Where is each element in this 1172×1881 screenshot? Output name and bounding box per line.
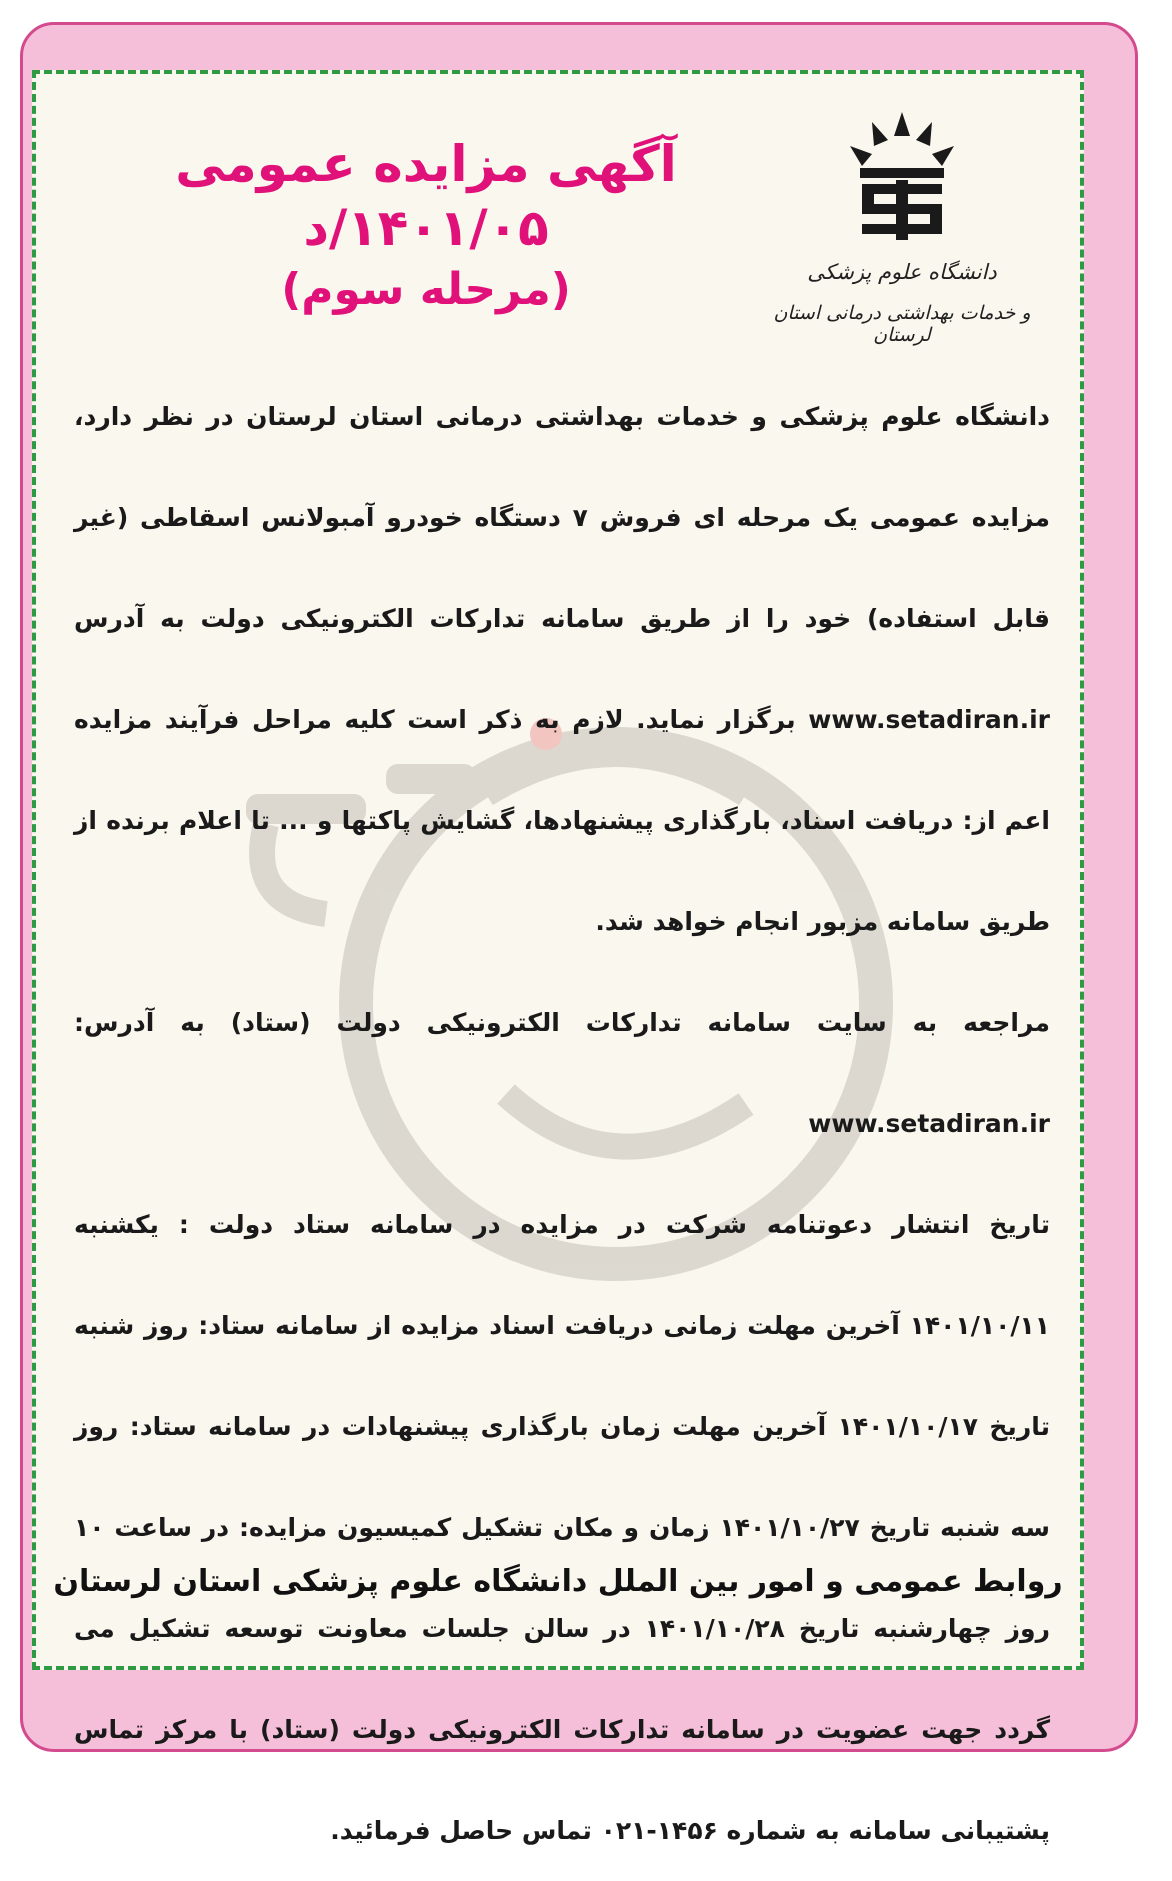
notice-title [66,132,786,320]
paragraph-schedule: تاریخ انتشار دعوتنامه شرکت در مزایده در سامانه ستاد دولت : یکشنبه ۱۴۰۱/۱۰/۱۱ آخرین مهلت زمانی دریافت اسناد مزایده از سامانه ستاد: روز شنبه تاریخ ۱۴۰۱/۱۰/۱۷ آخرین مهلت زمان بارگذاری پیشنهادات در سامانه ستاد: روز سه شنبه تاریخ ۱۴۰۱/۱۰/۲۷ زمان و مکان تشکیل کمیسیون مزایده: در ساعت ۱۰ روز چهارشنبه تاریخ ۱۴۰۱/۱۰/۲۸ در سالن جلسات معاونت توسعه تشکیل می گردد جهت عضویت در سامانه تدارکات الکترونیکی دولت (ستاد) با مرکز تماس پشتیبانی سامانه به شماره ۱۴۵۶-۰۲۱ تماس حاصل فرمائید. [74,1210,1050,1845]
title-sub: (مرحله سوم) [281,264,571,315]
university-logo [773,106,1032,366]
signature: روابط عمومی و امور بین الملل دانشگاه علوم پزشکی استان لرستان [53,1564,1063,1599]
emblem-icon [832,106,972,246]
notice-body [74,366,1050,1881]
title-main: آگهی مزایده عمومی ۱۴۰۱/۰۵/د [175,135,677,257]
notice-panel [32,70,1084,1845]
paragraph-intro: دانشگاه علوم پزشکی و خدمات بهداشتی درمانی استان لرستان در نظر دارد، مزایده عمومی یک مرحله ای فروش ۷ دستگاه خودرو آمبولانس اسقاطی (غیر قابل استفاده) خود را از طریق سامانه تدارکات الکترونیکی دولت به آدرس www.setadiran.ir برگزار نماید. لازم به ذکر است کلیه مراحل فرآیند مزایده اعم از: دریافت اسناد، بارگذاری پیشنهادها، گشایش پاکتها و ... تا اعلام برنده از طریق سامانه مزبور انجام خواهد شد. [74,402,1050,936]
logo-line-2: و خدمات بهداشتی درمانی استان لرستان [773,302,1031,346]
logo-line-1: دانشگاه علوم پزشکی [807,260,997,284]
paragraph-website: مراجعه به سایت سامانه تدارکات الکترونیکی دولت (ستاد) به آدرس: www.setadiran.ir [74,1008,1050,1138]
